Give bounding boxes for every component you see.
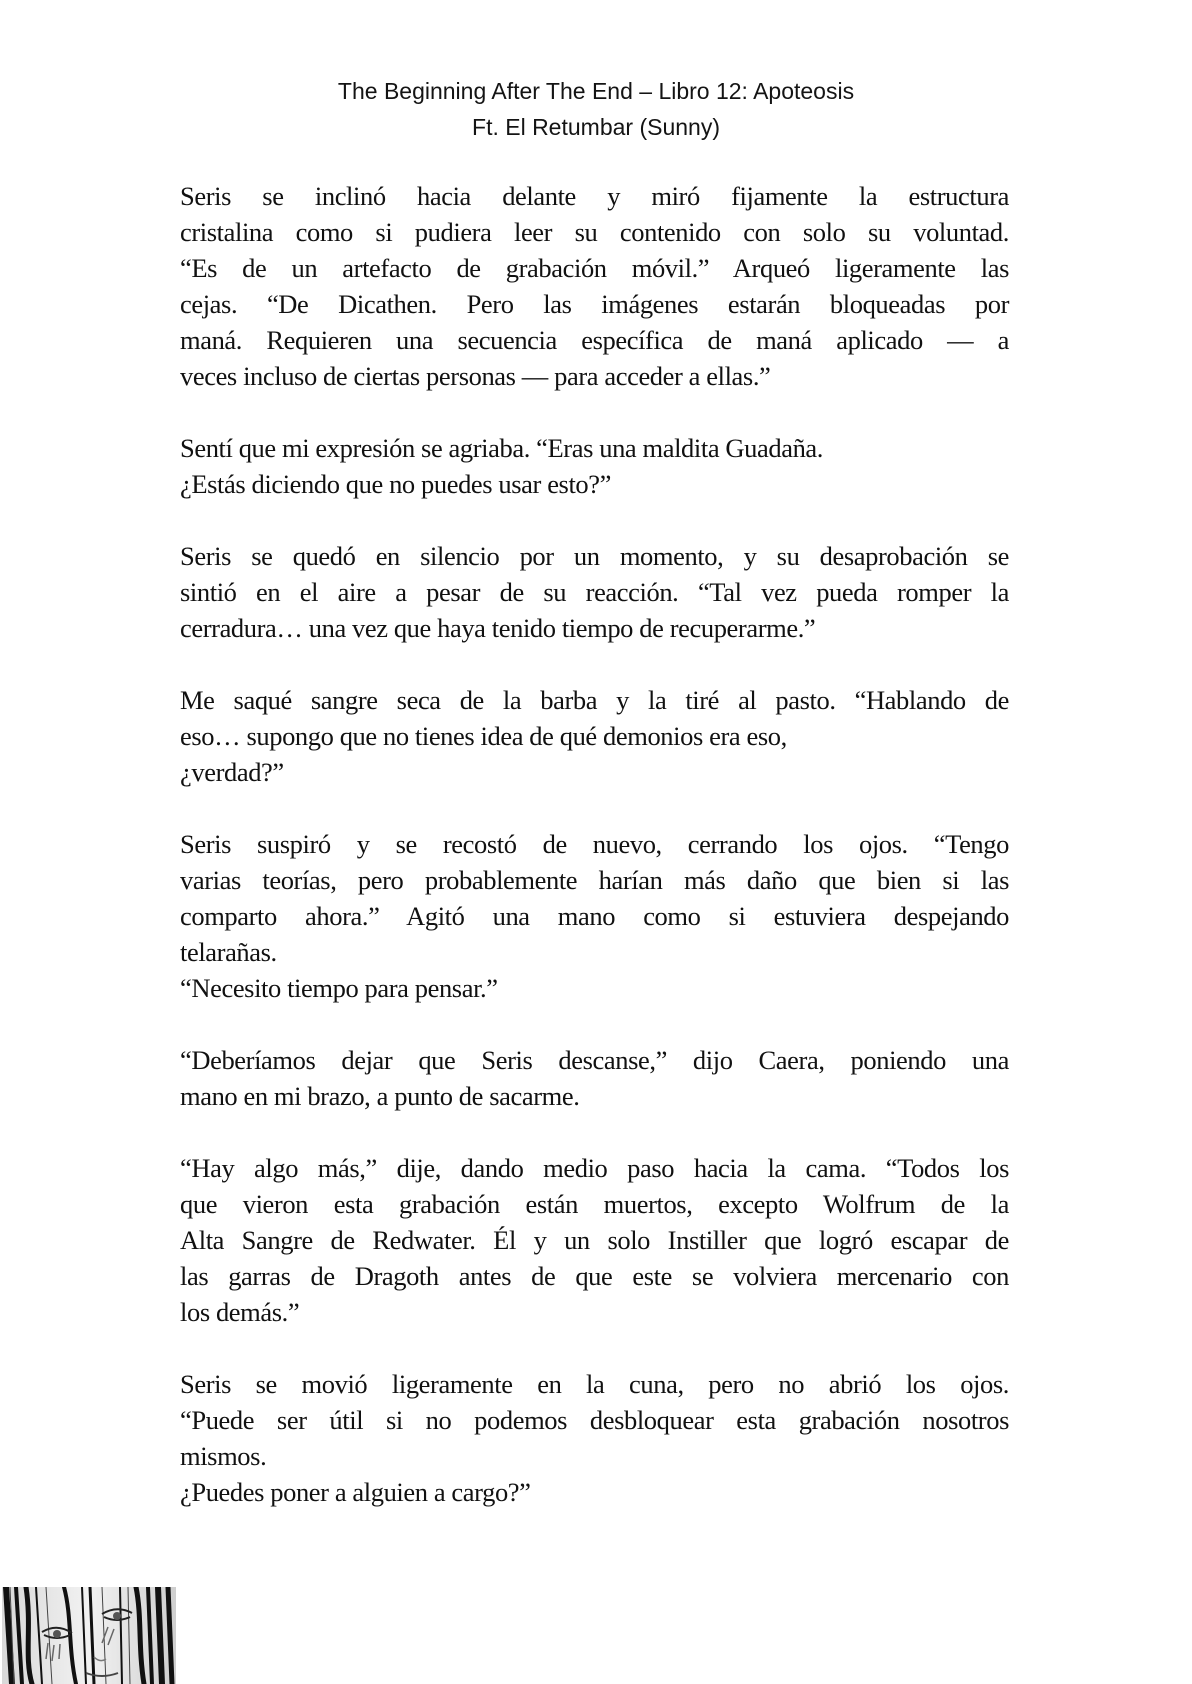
text-line: Seris se inclinó hacia delante y miró fijamente la estructura <box>180 181 1009 211</box>
text-line: ¿Estás diciendo que no puedes usar esto?” <box>180 469 612 499</box>
text-line: veces incluso de ciertas personas — para acceder a ellas.” <box>180 361 771 391</box>
text-line: varias teorías, pero probablemente harían más daño que bien si las <box>180 865 1009 895</box>
text-line: comparto ahora.” Agitó una mano como si estuviera despejando <box>180 901 1009 931</box>
text-line: “Necesito tiempo para pensar.” <box>180 973 498 1003</box>
text-line: maná. Requieren una secuencia específica de maná aplicado — a <box>180 325 1009 355</box>
paragraph <box>180 826 1009 1006</box>
document-body <box>180 178 1009 1546</box>
text-line: Seris suspiró y se recostó de nuevo, cerrando los ojos. “Tengo <box>180 829 1009 859</box>
text-line: eso… supongo que no tienes idea de qué demonios era eso, <box>180 721 787 751</box>
text-line: ¿verdad?” <box>180 757 284 787</box>
document-title: The Beginning After The End – Libro 12: Apoteosis <box>337 78 855 104</box>
text-line: ¿Puedes poner a alguien a cargo?” <box>180 1477 531 1507</box>
text-line: “Hay algo más,” dije, dando medio paso hacia la cama. “Todos los <box>180 1153 1009 1183</box>
text-line: las garras de Dragoth antes de que este se volviera mercenario con <box>180 1261 1009 1291</box>
paragraph <box>180 430 1009 502</box>
paragraph <box>180 1366 1009 1510</box>
paragraph <box>180 178 1009 394</box>
text-line: que vieron esta grabación están muertos, excepto Wolfrum de la <box>180 1189 1009 1219</box>
text-line: cristalina como si pudiera leer su contenido con solo su voluntad. <box>180 217 1009 247</box>
text-line: Seris se movió ligeramente en la cuna, pero no abrió los ojos. <box>180 1369 1009 1399</box>
document-header <box>0 73 1192 145</box>
paragraph <box>180 538 1009 646</box>
text-line: Sentí que mi expresión se agriaba. “Eras una maldita Guadaña. <box>180 433 824 463</box>
text-line: “Deberíamos dejar que Seris descanse,” dijo Caera, poniendo una <box>180 1045 1009 1075</box>
text-line: Me saqué sangre seca de la barba y la tiré al pasto. “Hablando de <box>180 685 1009 715</box>
text-line: Alta Sangre de Redwater. Él y un solo Instiller que logró escapar de <box>180 1225 1009 1255</box>
illustration-icon <box>2 1587 176 1684</box>
text-line: Seris se quedó en silencio por un momento, y su desaprobación se <box>180 541 1009 571</box>
text-line: mismos. <box>180 1441 267 1471</box>
paragraph <box>180 1042 1009 1114</box>
text-line: mano en mi brazo, a punto de sacarme. <box>180 1081 580 1111</box>
paragraph <box>180 1150 1009 1330</box>
text-line: cejas. “De Dicathen. Pero las imágenes estarán bloqueadas por <box>180 289 1009 319</box>
text-line: “Puede ser útil si no podemos desbloquear esta grabación nosotros <box>180 1405 1009 1435</box>
text-line: telarañas. <box>180 937 277 967</box>
text-line: los demás.” <box>180 1297 300 1327</box>
text-line: “Es de un artefacto de grabación móvil.” Arqueó ligeramente las <box>180 253 1009 283</box>
document-subtitle: Ft. El Retumbar (Sunny) <box>472 114 720 140</box>
text-line: cerradura… una vez que haya tenido tiempo de recuperarme.” <box>180 613 816 643</box>
text-line: sintió en el aire a pesar de su reacción. “Tal vez pueda romper la <box>180 577 1009 607</box>
manga-illustration-image <box>2 1587 176 1684</box>
paragraph <box>180 682 1009 790</box>
